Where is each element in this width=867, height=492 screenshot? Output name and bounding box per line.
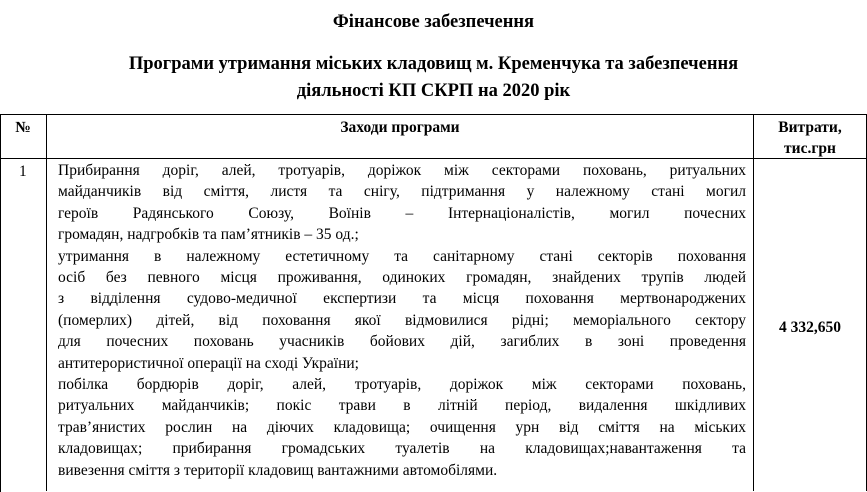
description-line: побілка бордюрів доріг, алей, тротуарів, доріжок між секторами поховань, bbox=[58, 376, 746, 393]
description-line: (померлих) дітей, від поховання якої відмовилися рідні; меморіального сектору bbox=[58, 311, 746, 329]
column-divider bbox=[753, 114, 754, 491]
description-line: осіб без певного місця проживання, одиноких громадян, знайдених трупів людей bbox=[58, 269, 746, 286]
description-line: з відділення судово-медичної експертизи та місця поховання мертвонароджених bbox=[58, 290, 746, 308]
header-costs-line1: Витрати, bbox=[778, 119, 842, 136]
document-title-line-3: діяльності КП СКРП на 2020 рік bbox=[296, 81, 571, 101]
description-line: героїв Радянського Союзу, Воїнів – Інтернаціоналістів, могил почесних bbox=[58, 204, 746, 222]
header-number: № bbox=[15, 119, 31, 136]
description-line: Прибирання доріг, алей, тротуарів, доріжок між секторами поховань, ритуальних bbox=[58, 162, 746, 179]
description-line: для почесних поховань учасників бойових дій, загиблих в зоні проведення bbox=[58, 333, 746, 351]
description-line: антитерористичної операції на сході України; bbox=[58, 354, 359, 372]
document-title-line-2: Програми утримання міських кладовищ м. Кременчука та забезпечення bbox=[128, 54, 739, 74]
description-line: майданчиків від сміття, листя та снігу, підтримання у належному стані могил bbox=[58, 183, 746, 201]
row-cost: 4 332,650 bbox=[779, 319, 841, 336]
description-line: громадян, надгробків та пам’ятників – 35 од.; bbox=[58, 226, 359, 244]
header-costs-line2: тис.грн bbox=[784, 140, 836, 157]
row-number: 1 bbox=[19, 163, 27, 180]
description-line: трав’янистих рослин на діючих кладовища; очищення урн від сміття на міських bbox=[58, 418, 746, 436]
header-divider bbox=[0, 158, 867, 159]
column-divider bbox=[46, 114, 47, 491]
description-line: кладовищах; прибирання громадських туалетів на кладовищах;навантаження та bbox=[58, 440, 746, 458]
document-title-line-1: Фінансове забезпечення bbox=[332, 12, 535, 32]
header-measures: Заходи програми bbox=[340, 119, 460, 136]
description-line: ритуальних майданчиків; покіс трави в літній період, видалення шкідливих bbox=[58, 397, 746, 415]
description-line: утримання в належному естетичному та санітарному стані секторів поховання bbox=[58, 247, 746, 265]
description-line: вивезення сміття з території кладовищ вантажними автомобілями. bbox=[58, 461, 498, 479]
